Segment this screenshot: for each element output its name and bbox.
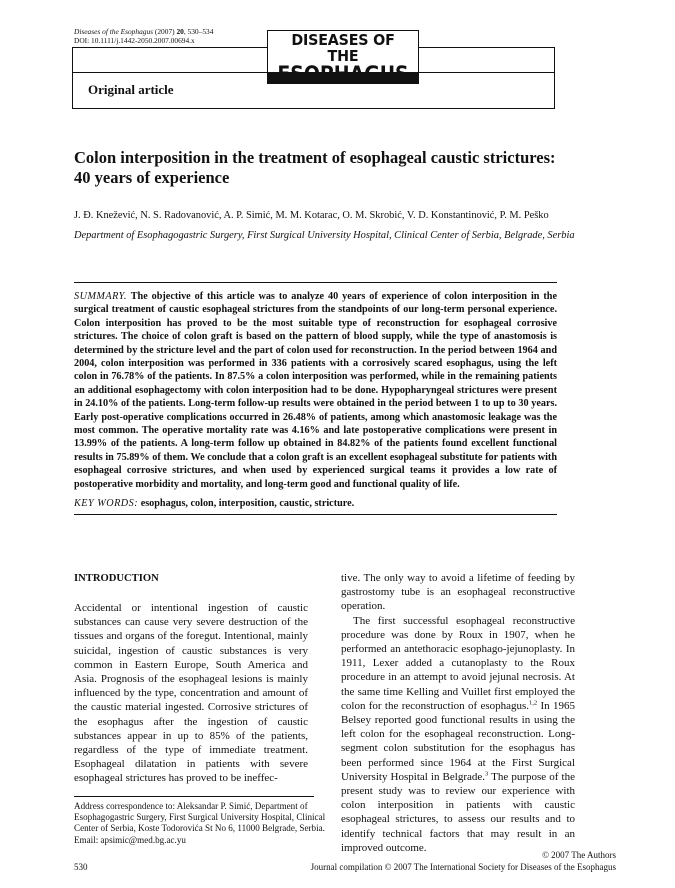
section-label: Original article [88, 82, 174, 97]
article-title: Colon interposition in the treatment of esophageal caustic strictures: 40 years of experience [74, 148, 556, 187]
paragraph: tive. The only way to avoid a lifetime of feeding by gastrostomy tube is an esophageal reconstructive operation. [341, 572, 575, 613]
doi[interactable]: DOI: 10.1111/j.1442-2050.2007.00694.x [74, 36, 195, 45]
logo-bar [268, 72, 418, 83]
paragraph: The first successful esophageal reconstructive procedure was done by Roux in 1907, when he performed an antethoracic esophago-jejunoplasty. In 1911, Lexer added a cutanoplasty to the Roux procedure in an attempt to avoid jejunal necrosis. At the same time Kelling and Vuillet first employed the colon for the reconstruction of esophagus.$^{1,2}$ In 1965 Belsey reported good functional results in using the left colon for the esophageal reconstruction. Long-segment colon substitution for the esophagus has been performed since 1964 at the First Surgical University Hospital in Belgrade.$^3$ The purpose of the present study was to review our experience with colon interposition in patients with caustic esophageal strictures, to assess our results and to identify technical factors that may result in an improved outcome. [341, 614, 575, 854]
correspondence-address: Address correspondence to: Aleksandar P. Simić, Department of Esophagogastric Surgery, First Surgical University Hospital, Clinical Center of Serbia, Koste Todorovića St No 6, 11000 Belgrade, Serbia. Email: apsimic@med.bg.ac.yu [74, 801, 326, 845]
affiliation: Department of Esophagogastric Surgery, First Surgical University Hospital, Clinical Center of Serbia, Belgrade, Serbia [74, 230, 575, 241]
copyright-journal: Journal compilation © 2007 The International Society for Diseases of the Esophagus [310, 862, 616, 872]
journal-name: Diseases of the Esophagus [74, 27, 154, 36]
volume: 20 [176, 27, 184, 36]
footnote-rule [74, 796, 314, 797]
summary [74, 290, 557, 491]
introduction-column-2 [341, 571, 575, 855]
citation-ref[interactable]: 1,2 [529, 699, 538, 707]
summary-label: SUMMARY. [74, 291, 127, 302]
author-list: J. Đ. Knežević, N. S. Radovanović, A. P. Simić, M. M. Kotarac, O. M. Skrobić, V. D. Konstantinović, P. M. Peško [74, 210, 549, 221]
citation-ref[interactable]: 3 [485, 770, 489, 778]
page-number: 530 [74, 862, 88, 872]
journal-logo [267, 30, 419, 84]
summary-bottom-rule [74, 514, 557, 515]
introduction-column-1: Accidental or intentional ingestion of caustic substances can cause very severe destruction of the tissues and organs of the foregut. Intentional, mainly suicidal, ingestion of caustic substances is very common in Eastern Europe, South America and Asia. Prognosis of the esophageal lesions is mainly influenced by the type, concentration and amount of the caustic material ingested. Corrosive strictures of the esophagus after the ingestion of caustic substances appear in up to 85% of the patients, regardless of the type of immediate treatment. Esophageal dilatation in patients with severe esophageal strictures has proved to be ineffec- [74, 602, 308, 785]
summary-top-rule [74, 282, 557, 283]
summary-text: The objective of this article was to analyze 40 years of experience of colon interposition in the surgical treatment of caustic esophageal strictures from the standpoints of our long-term personal experience. Colon interposition has proved to be the most suitable type of reconstruction for esophageal corrosive strictures. The choice of colon graft is based on the pattern of blood supply, while the type of anastomosis is determined by the stricture level and the part of colon used for reconstruction. In the period between 1964 and 2004, colon interposition was performed in 336 patients with a corrosively scared esophagus, using the left colon in 76.78% of the patients. In 87.5% a colon interposition was performed, while in the remaining patients an additional esophagectomy with colon interposition had to be done. Hypopharyngeal strictures were present in 24.10% of the patients. Long-term follow-up results were obtained in the period between 1 to up to 30 years. Early post-operative complications occurred in 26.48% of patients, among which anastomosic leakage was the most common. The operative mortality rate was 4.16% and late postoperative complications were present in 13.99% of the patients. A long-term follow up obtained in 84.82% of the patients found excellent functional results in 75.89% of them. We conclude that a colon graft is an excellent esophageal substitute for patients with esophageal corrosive strictures, and when used by experienced surgical teams it provides a low rate of postoperative morbidity and mortality, and long-term good and functional quality of life. [74, 291, 557, 490]
keywords [74, 497, 557, 510]
copyright-authors: © 2007 The Authors [542, 850, 616, 860]
introduction-heading: INTRODUCTION [74, 573, 159, 584]
logo-line1: DISEASES OF THE [291, 31, 395, 65]
pages: , 530–534 [183, 27, 214, 36]
journal-citation: Diseases of the Esophagus (2007) 20, 530–534 DOI: 10.1111/j.1442-2050.2007.00694.x [74, 27, 214, 45]
keywords-text: esophagus, colon, interposition, caustic, stricture. [140, 498, 355, 509]
keywords-label: KEY WORDS: [74, 498, 139, 509]
